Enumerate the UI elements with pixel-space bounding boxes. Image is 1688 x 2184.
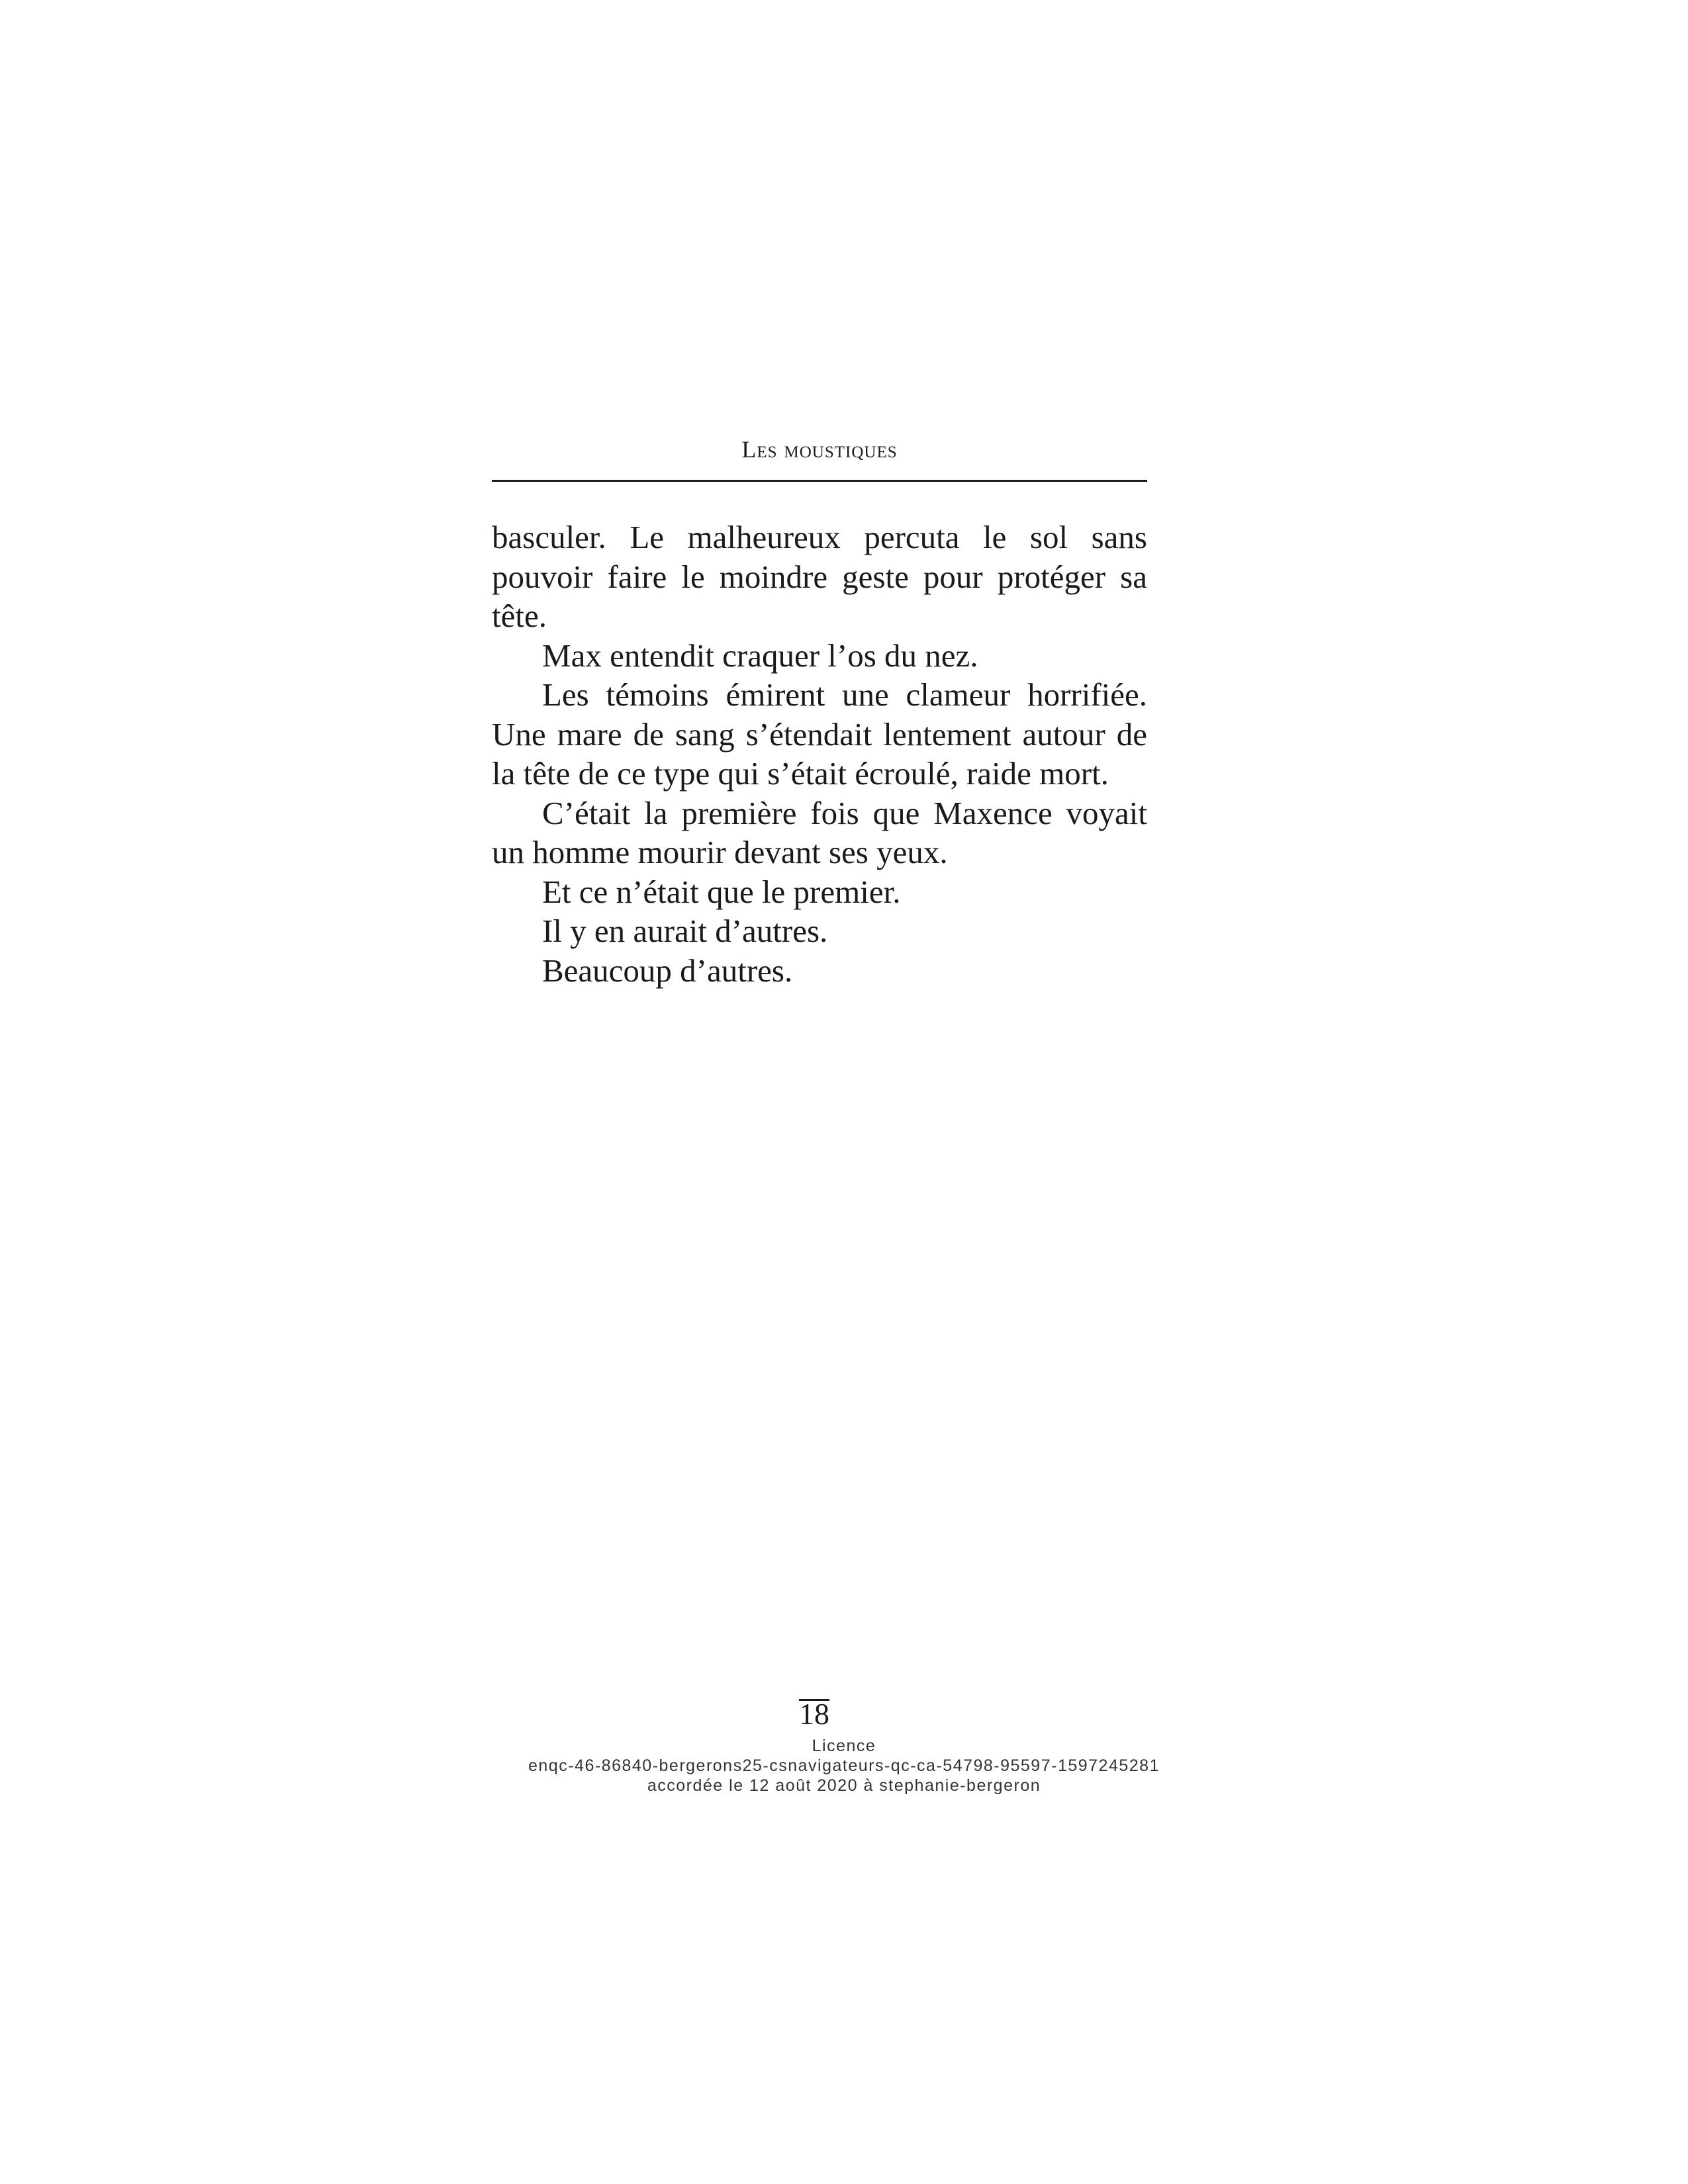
body-text	[492, 518, 1147, 990]
page-number: 18	[799, 1697, 829, 1731]
licence-id: enqc-46-86840-bergerons25-csnavigateurs-qc-ca-54798-95597-1597245281	[528, 1756, 1160, 1775]
running-title: Les moustiques	[741, 436, 898, 463]
paragraph: Max entendit craquer l’os du nez.	[542, 637, 978, 674]
header-rule	[492, 480, 1147, 482]
paragraph: Il y en aurait d’autres.	[542, 913, 828, 949]
licence-granted: accordée le 12 août 2020 à stephanie-bergeron	[647, 1776, 1041, 1795]
paragraph: basculer. Le malheureux percuta le sol sans pouvoir faire le moindre geste pour protéger sa tête.	[492, 519, 1147, 634]
licence-label: Licence	[812, 1737, 876, 1755]
paragraph: Et ce n’était que le premier.	[542, 873, 901, 910]
paragraph: Beaucoup d’autres.	[542, 952, 793, 989]
paragraph: Les témoins émirent une clameur horrifiée. Une mare de sang s’étendait lentement autour de la tête de ce type qui s’était écroulé, raide mort.	[492, 676, 1147, 792]
licence-notice	[463, 1736, 1225, 1796]
paragraph: C’était la première fois que Maxence voyait un homme mourir devant ses yeux.	[492, 794, 1147, 870]
